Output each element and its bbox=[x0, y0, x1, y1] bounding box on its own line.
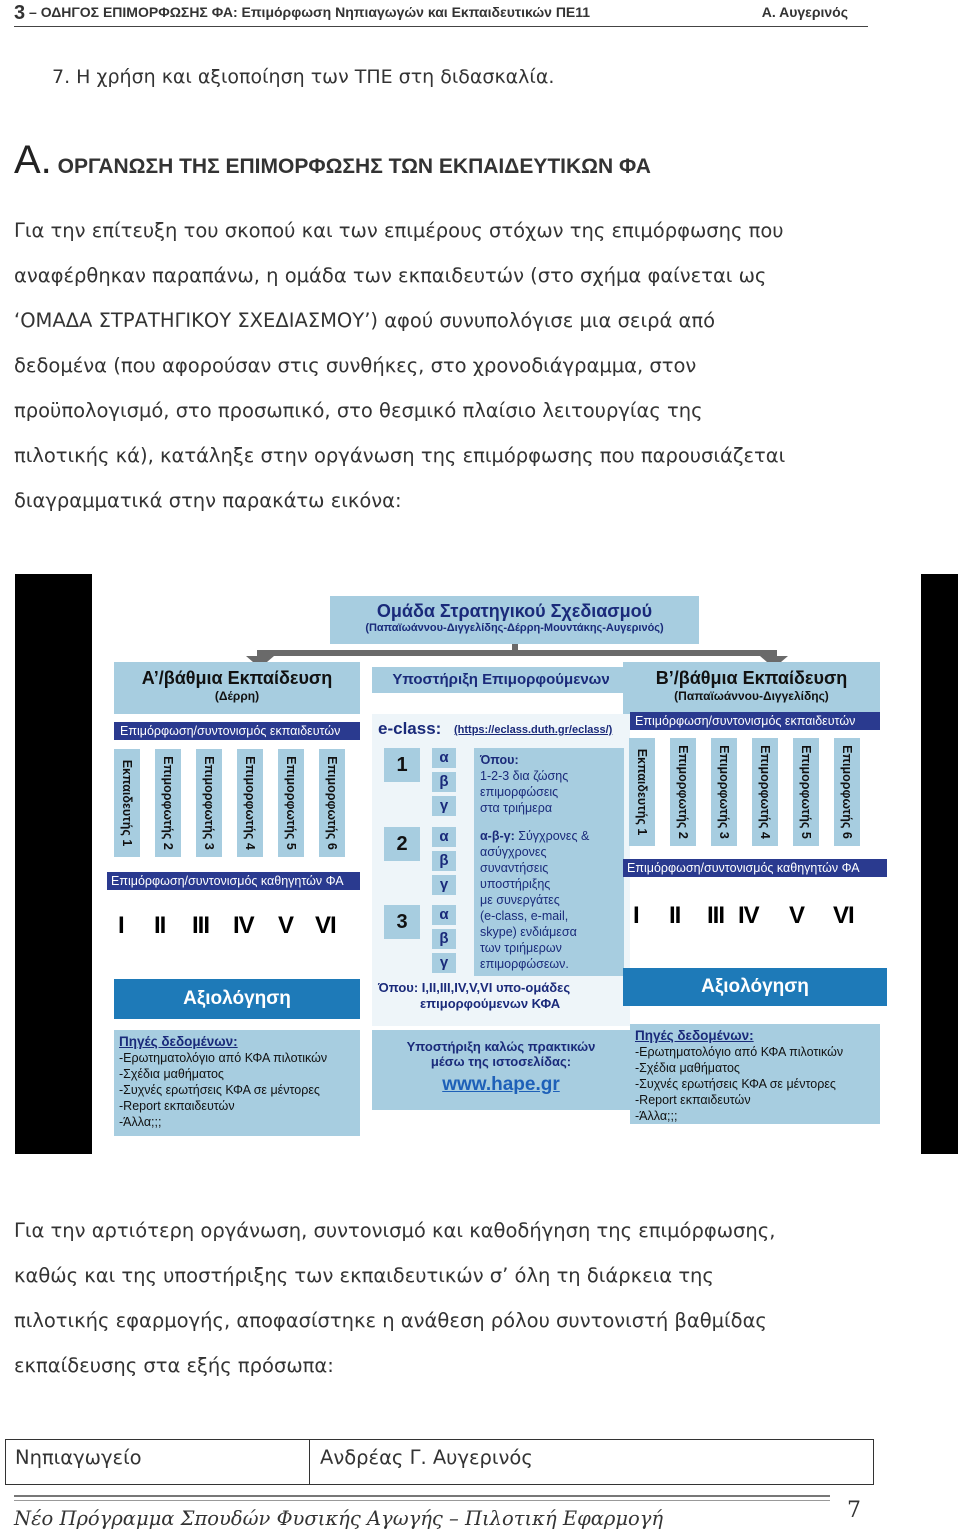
support-gamma: γ bbox=[432, 796, 456, 816]
strategic-team-members: (Παπαϊωάννου-Διγγελίδης-Δέρρη-Μουντάκης-Αυγερινός) bbox=[365, 622, 664, 634]
right-column-trainer-5: Επιμορφωτής 5 bbox=[793, 738, 819, 846]
right-source-item: -Συχνές ερωτήσεις ΚΦΑ σε μέντορες bbox=[635, 1077, 836, 1091]
legend-line: υποστήριξης bbox=[480, 877, 551, 891]
primary-education-box bbox=[114, 662, 360, 714]
right-sources-title: Πηγές δεδομένων: bbox=[635, 1028, 754, 1043]
subgroups-note-line1: Όπου: I,II,III,IV,V,VI υπο-ομάδες bbox=[378, 980, 571, 995]
left-subgroup-1: I bbox=[118, 912, 124, 939]
secondary-education-box bbox=[623, 662, 880, 714]
coordinators-table bbox=[5, 1439, 874, 1485]
right-data-sources-box bbox=[630, 1024, 880, 1124]
right-column-trainer-4: Επιμορφωτής 4 bbox=[752, 738, 778, 846]
section-a-title: ΟΡΓΑΝΩΣΗ ΤΗΣ ΕΠΙΜΟΡΦΩΣΗΣ ΤΩΝ ΕΚΠΑΙΔΕΥΤΙΚΩΝ ΦΑ bbox=[51, 155, 651, 178]
left-subgroup-6: VI bbox=[315, 912, 336, 939]
right-column-trainer-1: Εκπαιδευτής 1 bbox=[629, 738, 655, 846]
footer-rule bbox=[14, 1495, 830, 1497]
organization-diagram bbox=[15, 574, 958, 1154]
legend-title: Όπου: bbox=[480, 753, 519, 767]
left-source-item: -Συχνές ερωτήσεις ΚΦΑ σε μέντορες bbox=[119, 1083, 320, 1097]
session-number-2: 2 bbox=[384, 827, 420, 861]
hape-website-link[interactable]: www.hape.gr bbox=[442, 1074, 560, 1095]
support-beta: β bbox=[432, 929, 456, 949]
left-subgroup-4: IV bbox=[233, 912, 254, 939]
right-source-item: -Ερωτηματολόγιο από ΚΦΑ πιλοτικών bbox=[635, 1045, 844, 1059]
support-alpha: α bbox=[432, 905, 456, 925]
running-header bbox=[14, 2, 868, 27]
paragraph-line: πιλοτικής κά), κατάληξε στην οργάνωση της επιμόρφωσης που παρουσιάζεται bbox=[14, 444, 786, 467]
paragraph-line: Για την επίτευξη του σκοπού και των επιμέρους στόχων της επιμόρφωσης που bbox=[14, 219, 784, 242]
subgroups-note-line2: επιμορφούμενων ΚΦΑ bbox=[420, 996, 561, 1011]
eclass-label: e-class: bbox=[378, 719, 442, 738]
strategic-team-title: Ομάδα Στρατηγικού Σχεδιασμού bbox=[376, 601, 653, 621]
left-subgroup-2: II bbox=[154, 912, 166, 939]
legend-line: συναντήσεις bbox=[480, 861, 549, 875]
good-practices-line1: Υποστήριξη καλώς πρακτικών bbox=[406, 1039, 596, 1054]
support-alpha: α bbox=[432, 748, 456, 768]
legend-line: επιμορφώσεις bbox=[480, 785, 559, 799]
legend-line: με συνεργάτες bbox=[480, 893, 560, 907]
strategic-planning-team-box bbox=[330, 596, 699, 644]
legend-line: (e-class, e-mail, bbox=[480, 909, 569, 923]
left-source-item: -Ερωτηματολόγιο από ΚΦΑ πιλοτικών bbox=[119, 1051, 328, 1065]
support-beta: β bbox=[432, 772, 456, 792]
right-source-item: -Report εκπαιδευτών bbox=[635, 1093, 751, 1107]
table-person: Ανδρέας Γ. Αυγερινός bbox=[320, 1446, 533, 1469]
legend-line: επιμορφώσεων. bbox=[480, 957, 569, 971]
left-evaluation-box: Αξιολόγηση bbox=[114, 979, 360, 1019]
right-trainer-coordination-bar: Επιμόρφωση/συντονισμός εκπαιδευτών bbox=[630, 712, 880, 730]
right-subgroup-4: IV bbox=[738, 902, 759, 929]
paragraph-coordinators bbox=[14, 1208, 775, 1388]
legend-line: 1-2-3 δια ζώσης bbox=[480, 769, 569, 783]
paragraph-line: διαγραμματικά στην παρακάτω εικόνα: bbox=[14, 489, 402, 512]
paragraph-line: καθώς και της υποστήριξης των εκπαιδευτικών σ’ όλη τη διάρκεια της bbox=[14, 1264, 714, 1287]
support-beta: β bbox=[432, 851, 456, 871]
eclass-legend bbox=[474, 748, 624, 976]
right-teacher-coordination-bar: Επιμόρφωση/συντονισμός καθηγητών ΦΑ bbox=[623, 859, 887, 877]
header-title: – ΟΔΗΓΟΣ ΕΠΙΜΟΡΦΩΣΗΣ ΦΑ: Επιμόρφωση Νηπιαγωγών και Εκπαιδευτικών ΠΕ11 bbox=[25, 4, 591, 20]
footer-rule bbox=[14, 1500, 830, 1501]
right-subgroup-1: I bbox=[633, 902, 639, 929]
left-column-trainer-6: Επιμορφωτής 6 bbox=[319, 749, 345, 857]
left-source-item: -Report εκπαιδευτών bbox=[119, 1099, 235, 1113]
section-a-letter: Α. bbox=[14, 138, 52, 182]
legend-line: στα τριήμερα bbox=[480, 801, 553, 815]
left-teacher-coordination-bar: Επιμόρφωση/συντονισμός καθηγητών ΦΑ bbox=[107, 872, 360, 890]
right-column-trainer-2: Επιμορφωτής 2 bbox=[670, 738, 696, 846]
eclass-url: (https://eclass.duth.gr/eclass/) bbox=[454, 724, 613, 736]
legend-line: skype) ενδιάμεσα bbox=[480, 925, 577, 939]
primary-education-lead: (Δέρρη) bbox=[214, 689, 260, 703]
legend-line: Σύγχρονες & bbox=[514, 829, 590, 843]
left-source-item: -Άλλα;;; bbox=[119, 1115, 162, 1129]
paragraph-line: προϋπολογισμό, στο προσωπικό, στο θεσμικό πλαίσιο λειτουργίας της bbox=[14, 399, 703, 422]
page-number: 7 bbox=[847, 1498, 861, 1523]
support-alpha: α bbox=[432, 827, 456, 847]
paragraph-line: πιλοτικής εφαρμογής, αποφασίστηκε η ανάθεση ρόλου συντονιστή βαθμίδας bbox=[14, 1309, 767, 1332]
right-column-trainer-6: Επιμορφωτής 6 bbox=[834, 738, 860, 846]
header-page-number: 3 bbox=[14, 2, 26, 24]
left-column-trainer-3: Επιμορφωτής 3 bbox=[196, 749, 222, 857]
secondary-education-title: Β’/βάθμια Εκπαίδευση bbox=[655, 668, 848, 688]
footer-text: Νέο Πρόγραμμα Σπουδών Φυσικής Αγωγής – Πιλοτική Εφαρμογή bbox=[14, 1507, 664, 1530]
right-subgroup-6: VI bbox=[833, 902, 854, 929]
left-column-trainer-4: Επιμορφωτής 4 bbox=[237, 749, 263, 857]
left-subgroup-3: III bbox=[192, 912, 210, 939]
paragraph-line: Για την αρτιότερη οργάνωση, συντονισμό και καθοδήγηση της επιμόρφωσης, bbox=[14, 1219, 776, 1242]
section-a-heading bbox=[14, 138, 651, 183]
good-practices-line2: μέσω της ιστοσελίδας: bbox=[430, 1054, 572, 1069]
right-subgroup-5: V bbox=[789, 902, 805, 929]
good-practices-box bbox=[372, 1030, 630, 1110]
right-column-trainer-3: Επιμορφωτής 3 bbox=[711, 738, 737, 846]
connector-line bbox=[257, 650, 777, 656]
right-source-item: -Σχέδια μαθήματος bbox=[635, 1061, 740, 1075]
left-subgroup-5: V bbox=[278, 912, 294, 939]
diagram-canvas bbox=[92, 574, 921, 1154]
paragraph-line: εκπαίδευσης στα εξής πρόσωπα: bbox=[14, 1354, 334, 1377]
left-column-trainer-2: Επιμορφωτής 2 bbox=[155, 749, 181, 857]
secondary-education-leads: (Παπαϊωάννου-Διγγελίδης) bbox=[674, 689, 829, 703]
eclass-panel bbox=[372, 714, 630, 1026]
paragraph-intro bbox=[14, 208, 785, 523]
trainee-support-box: Υποστήριξη Επιμορφούμενων bbox=[372, 667, 630, 693]
support-gamma: γ bbox=[432, 953, 456, 973]
paragraph-line: δεδομένα (που αφορούσαν στις συνθήκες, στο χρονοδιάγραμμα, στον bbox=[14, 354, 697, 377]
primary-education-title: Α’/βάθμια Εκπαίδευση bbox=[141, 668, 333, 688]
right-subgroup-2: II bbox=[669, 902, 681, 929]
left-trainer-coordination-bar: Επιμόρφωση/συντονισμός εκπαιδευτών bbox=[114, 722, 360, 740]
legend-title-2: α-β-γ: bbox=[480, 829, 515, 843]
left-column-trainer-5: Επιμορφωτής 5 bbox=[278, 749, 304, 857]
paragraph-line: αναφέρθηκαν παραπάνω, η ομάδα των εκπαιδευτών (στο σχήμα φαίνεται ως bbox=[14, 264, 767, 287]
table-level: Νηπιαγωγείο bbox=[15, 1446, 142, 1469]
support-gamma: γ bbox=[432, 875, 456, 895]
right-evaluation-box: Αξιολόγηση bbox=[623, 968, 887, 1006]
legend-line: ασύγχρονες bbox=[480, 845, 547, 859]
session-number-3: 3 bbox=[384, 905, 420, 939]
right-subgroup-3: III bbox=[707, 902, 725, 929]
right-source-item: -Άλλα;;; bbox=[635, 1109, 678, 1123]
paragraph-line: ‘ΟΜΑΔΑ ΣΤΡΑΤΗΓΙΚΟΥ ΣΧΕΔΙΑΣΜΟΥ’) αφού συνυπολόγισε μια σειρά από bbox=[14, 309, 716, 332]
left-data-sources-box bbox=[114, 1030, 360, 1136]
left-sources-title: Πηγές δεδομένων: bbox=[119, 1034, 238, 1049]
header-author: Α. Αυγερινός bbox=[761, 4, 848, 20]
legend-line: των τριήμερων bbox=[480, 941, 562, 955]
section-7-heading: 7. Η χρήση και αξιοποίηση των ΤΠΕ στη διδασκαλία. bbox=[52, 66, 555, 88]
session-number-1: 1 bbox=[384, 748, 420, 782]
left-column-trainer-1: Εκπαιδευτής 1 bbox=[114, 749, 140, 857]
left-source-item: -Σχέδια μαθήματος bbox=[119, 1067, 224, 1081]
